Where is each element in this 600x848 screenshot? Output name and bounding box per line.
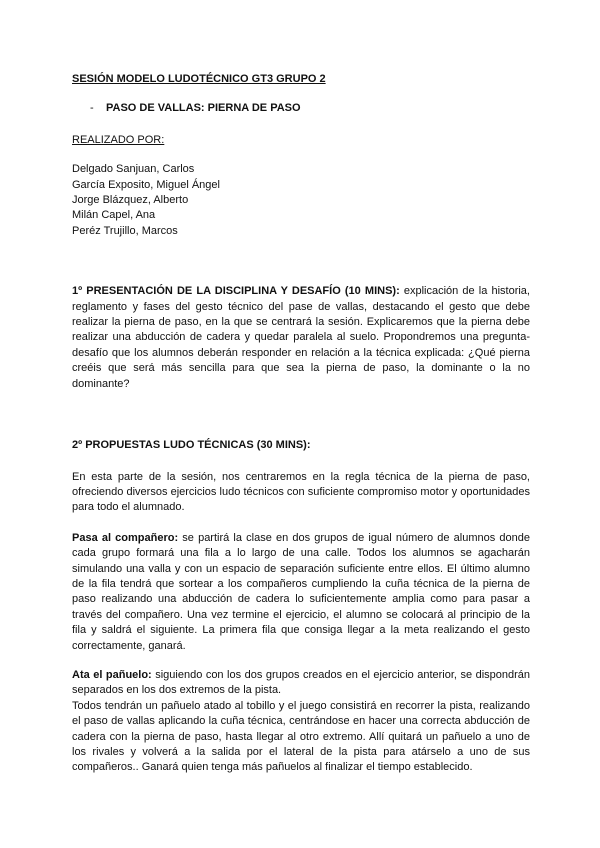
exercise-tie-scarf [72,668,530,699]
exercise-pass-partner-name: Pasa al compañero: [72,531,179,544]
exercise-pass-partner-body: se partirá la clase en dos grupos de igual número de alumnos donde cada grupo formará una fila a lo largo de una calle. Todos los alumnos se agacharán simulando una valla y con un espacio de separación suficiente entre ellos. El último alumno de la fila tendrá que sortear a los compañeros cumpliendo la cuña técnica de la pierna de paso realizando una abducción de cadera lo suficientemente amplia como para pasar a través del compañero. Una vez termine el ejercicio, el alumno se colocará al principio de la fila y saldrá el siguiente. La primera fila que consiga llegar a la meta realizando el gesto correctamente, ganará. [72,531,531,652]
section-proposals-heading: 2º PROPUESTAS LUDO TÉCNICAS (30 MINS): [72,439,311,452]
author-name: Peréz Trujillo, Marcos [72,224,178,237]
section-presentation-heading: 1º PRESENTACIÓN DE LA DISCIPLINA Y DESAFÍO (10 MINS): [72,285,400,298]
exercise-tie-scarf-name: Ata el pañuelo: [72,668,152,681]
document-page [72,72,530,776]
author-list [72,162,530,239]
bullet-dash: - [90,102,94,115]
author-name: Jorge Blázquez, Alberto [72,194,189,207]
exercise-pass-partner [72,531,530,654]
author-name: García Exposito, Miguel Ángel [72,178,220,191]
author-name: Milán Capel, Ana [72,209,156,222]
section-presentation-body: explicación de la historia, reglamento y fases del gesto técnico del pase de vallas, destacando el gesto que debe realizar la pierna de paso, en la que se centrará la sesión. Explicaremos que la pierna debe realizar una abducción de cadera y quedar paralela al suelo. Propondremos una pregunta-desafío que los alumnos deberán responder en relación a la técnica explicada: ¿Qué pierna creéis que será más sencilla para que sea la pierna de paso, la dominante o la no dominante? [72,285,530,390]
document-title: SESIÓN MODELO LUDOTÉCNICO GT3 GRUPO 2 [72,73,326,85]
author-name: Delgado Sanjuan, Carlos [72,163,195,176]
section-proposals-intro: En esta parte de la sesión, nos centraremos en la regla técnica de la pierna de paso, ofreciendo diversos ejercicios ludo técnicos con suficiente compromiso motor y oportunidades para todo el alumnado. [72,470,530,514]
topic-text: PASO DE VALLAS: PIERNA DE PASO [106,102,301,115]
topic-bullet [72,101,530,116]
made-by-label: REALIZADO POR: [72,133,165,146]
exercise-tie-scarf-body: siguiendo con los dos grupos creados en el ejercicio anterior, se dispondrán separados en los dos extremos de la pista. [72,668,531,697]
section-presentation [72,284,530,392]
exercise-tie-scarf-details: Todos tendrán un pañuelo atado al tobillo y el juego consistirá en recorrer la pista, realizando el paso de vallas aplicando la cuña técnica, centrándose en hacer una correcta abducción de cadera con la pierna de paso, hasta llegar al otro extremo. Allí quitará un pañuelo a uno de los rivales y volverá a la salida por el lateral de la pista para atárselo a uno de sus compañeros.. Ganará quien tenga más pañuelos al finalizar el tiempo establecido. [72,699,530,774]
